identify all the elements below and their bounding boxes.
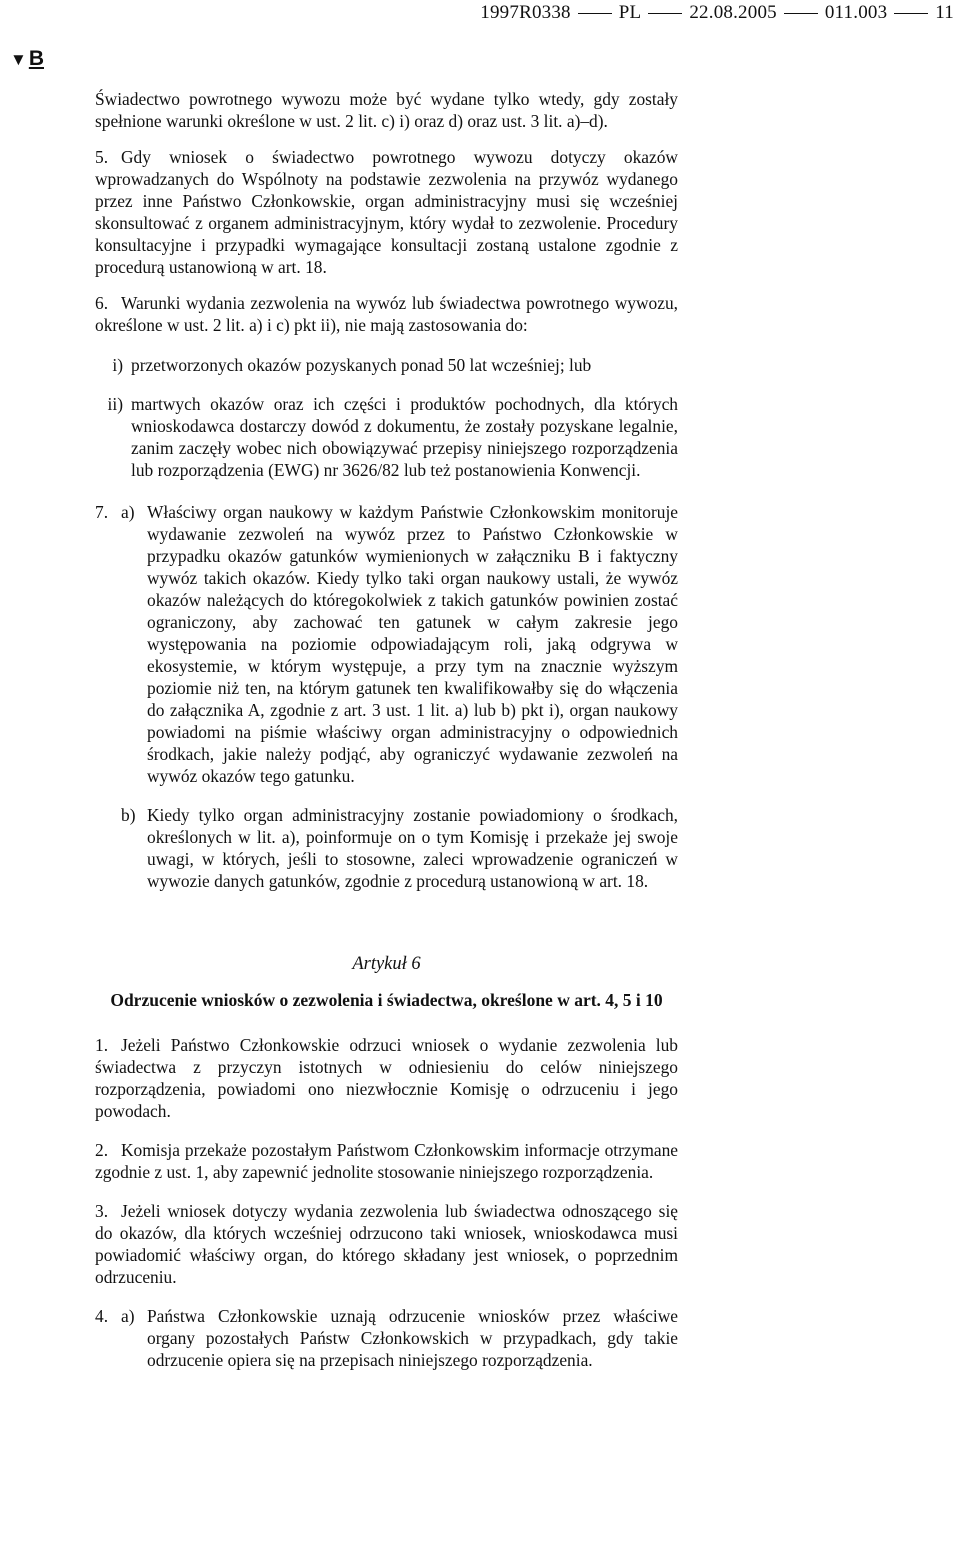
paragraph-number: 4. [95,1306,109,1326]
list-item-text: Właściwy organ naukowy w każdym Państwie Członkowskim monitoruje wydawanie zezwoleń na wywóz przez to Państwo Członkowskie w przypadku okazów gatunków wymienionych w załączniku B i faktyczny wywóz takich okazów. Kiedy tylko taki organ naukowy ustali, że wywóz okazów należących do któregokolwiek z takich gatunków powinien zostać ograniczony, aby zachować ten gatunek w całym zakresie jego występowania na poziomie odpowiadającym roli, jaką odgrywa w ekosystemie, w którym występuje, a przy tym na znacznie wyższym poziomie niż ten, na którym gatunek ten kwalifikowałby się do włączenia do załącznika A, zgodnie z art. 3 ust. 1 lit. a) lub b) pkt i), organ naukowy powiadomi na piśmie właściwy organ administracyjny o odpowiednich środkach, jakie należy podjąć, aby ograniczyć wydawanie zezwoleń na wywóz okazów tego gatunku. [147,502,678,786]
header-separator [648,13,682,14]
paragraph-number: 6. [95,293,109,313]
page-number: 11 [935,2,954,23]
intro-paragraph: Świadectwo powrotnego wywozu może być wydane tylko wtedy, gdy zostały spełnione warunki określone w ust. 2 lit. c) i) oraz d) oraz ust. 3 lit. a)–d). [95,89,678,131]
page-header [480,2,954,24]
list-item [95,354,678,376]
paragraph-number: 3. [95,1201,109,1221]
list-item [121,804,678,892]
list-item-label: a) [121,1306,135,1326]
paragraph-text: Komisja przekaże pozostałym Państwom Członkowskim informacje otrzymane zgodnie z ust. 1, aby zapewnić jednolite stosowanie niniejszego rozporządzenia. [95,1140,678,1182]
article-paragraph-3 [95,1200,678,1288]
list-item-text: Kiedy tylko organ administracyjny zostanie powiadomiony o środkach, określonych w lit. a), poinformuje on o tym Komisję i przekaże jej swoje uwagi, w których, jeśli to stosowne, zaleci wprowadzenie ograniczeń w wywozie danych gatunków, zgodnie z procedurą ustanowioną w art. 18. [147,805,678,891]
amendment-marker[interactable] [10,47,44,71]
list-item-label: a) [121,502,135,522]
article-paragraph-1 [95,1034,678,1122]
paragraph-number: 7. [95,502,109,522]
paragraph-7 [95,501,678,909]
doc-version: 011.003 [824,2,888,23]
header-separator [784,13,818,14]
paragraph-number: 1. [95,1035,109,1055]
paragraph-text: Warunki wydania zezwolenia na wywóz lub świadectwa powrotnego wywozu, określone w ust. 2 lit. a) i c) pkt ii), nie mają zastosowania do: [95,293,678,335]
paragraph-6 [95,292,678,336]
header-separator [578,13,612,14]
list-item-label: i) [112,355,123,375]
paragraph-number: 2. [95,1140,109,1160]
paragraph-text: Jeżeli wniosek dotyczy wydania zezwolenia lub świadectwa odnoszącego się do okazów, dla których wcześniej odrzucono taki wniosek, wnioskodawca musi powiadomić właściwy organ, do którego składany jest wniosek, o poprzednim odrzuceniu. [95,1201,678,1287]
doc-date: 22.08.2005 [689,2,777,23]
article-title: Odrzucenie wniosków o zezwolenia i świadectwa, określone w art. 4, 5 i 10 [110,990,663,1010]
article-paragraph-2 [95,1139,678,1183]
list-item-text: martwych okazów oraz ich części i produktów pochodnych, dla których wnioskodawca dostarczy dowód z dokumentu, że zostały pozyskane legalnie, zanim zaczęły wobec nich obowiązywać przepisy niniejszego rozporządzenia lub rozporządzenia (EWG) nr 3626/82 lub też postanowienia Konwencji. [131,394,678,480]
paragraph-text: Jeżeli Państwo Członkowskie odrzuci wniosek o wydanie zezwolenia lub świadectwa z przyczyn istotnych w odniesieniu do celów niniejszego rozporządzenia, powiadomi ono niezwłocznie Komisję o odrzuceniu i jego powodach. [95,1035,678,1121]
paragraph-5 [95,146,678,278]
list-item [121,1305,678,1371]
triangle-down-icon: ▼ [10,50,27,69]
paragraph-number: 5. [95,147,109,167]
list-item [95,393,678,481]
header-separator [894,13,928,14]
list-item-text: przetworzonych okazów pozyskanych ponad 50 lat wcześniej; lub [131,355,592,375]
doc-language: PL [618,2,642,23]
article-paragraph-4 [95,1305,678,1388]
list-item-text: Państwa Członkowskie uznają odrzucenie wniosków przez właściwe organy pozostałych Państw Członkowskich w przypadkach, gdy takie odrzucenie opiera się na przepisach niniejszego rozporządzenia. [147,1306,678,1370]
list-item [121,501,678,787]
document-body [95,88,678,1388]
paragraph-text: Gdy wniosek o świadectwo powrotnego wywozu dotyczy okazów wprowadzanych do Wspólnoty na podstawie zezwolenia na przywóz wydanego przez inne Państwo Członkowskie, organ administracyjny musi się wcześniej skonsultować z organem administracyjnym, który wydał to zezwolenie. Procedury konsultacyjne i przypadki wymagające konsultacji zostaną ustalone zgodnie z procedurą ustanowioną w art. 18. [95,147,678,277]
doc-id: 1997R0338 [480,2,571,23]
list-item-label: b) [121,805,136,825]
list-item-label: ii) [107,394,123,414]
article-heading: Artykuł 6 [352,954,421,974]
amendment-marker-link[interactable]: B [28,47,44,70]
